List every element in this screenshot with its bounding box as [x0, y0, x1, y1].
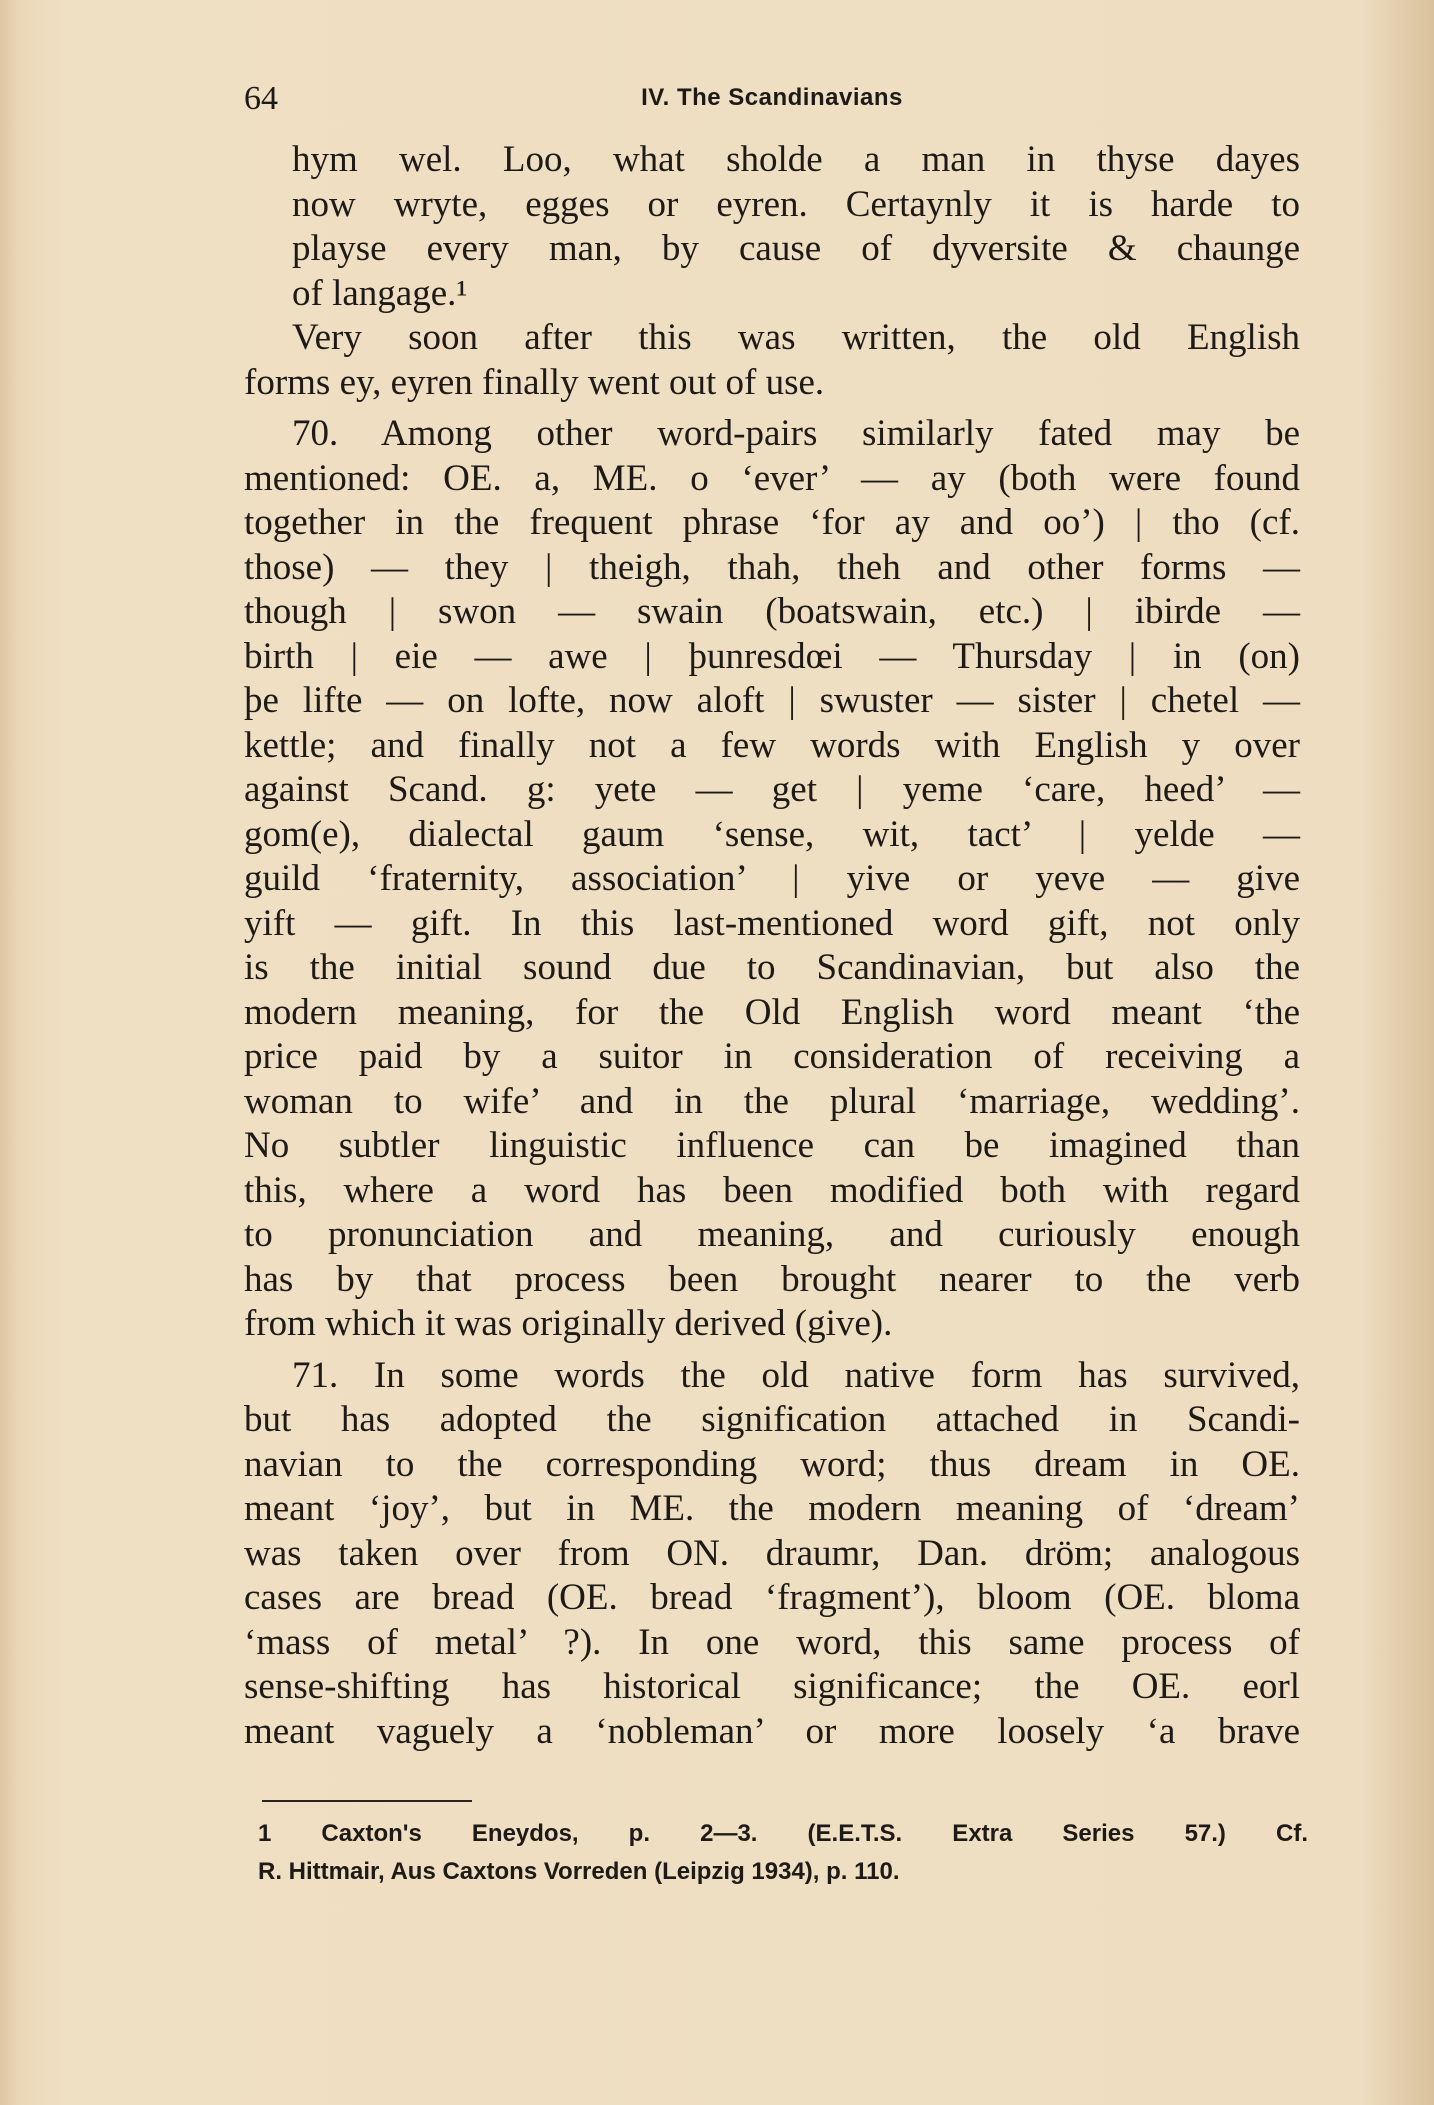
- text-line: gom(e), dialectal gaum ‘sense, wit, tact’ | yelde —: [244, 813, 1300, 855]
- running-title: IV. The Scandinavians: [641, 84, 903, 111]
- footnote-line: R. Hittmair, Aus Caxtons Vorreden (Leipzig 1934), p. 110.: [258, 1858, 900, 1885]
- text-line: but has adopted the signification attached in Scandi-: [244, 1399, 1300, 1440]
- text-line: together in the frequent phrase ‘for ay and oo’) | tho (cf.: [244, 502, 1300, 543]
- page-number: 64: [244, 80, 278, 117]
- paragraph-71-start: 71. In some words the old native form has survived,: [292, 1354, 1300, 1396]
- text-line: sense-shifting has historical significance; the OE. eorl: [244, 1666, 1300, 1707]
- footnote-line: 1 Caxton's Eneydos, p. 2—3. (E.E.T.S. Extra Series 57.) Cf.: [258, 1820, 1308, 1847]
- text-line: þe lifte — on lofte, now aloft | swuster — sister | chetel —: [244, 680, 1300, 721]
- text-line: was taken over from ON. draumr, Dan. dröm; analogous: [244, 1532, 1300, 1574]
- footnote: [258, 1815, 1308, 1891]
- text-line: No subtler linguistic influence can be imagined than: [244, 1125, 1300, 1166]
- footnote-rule: [262, 1800, 472, 1802]
- text-line: guild ‘fraternity, association’ | yive or yeve — give: [244, 858, 1300, 899]
- text-line: this, where a word has been modified both with regard: [244, 1169, 1300, 1211]
- text-line: meant vaguely a ‘nobleman’ or more loosely ‘a brave: [244, 1710, 1300, 1752]
- text-line: mentioned: OE. a, ME. o ‘ever’ — ay (both were found: [244, 457, 1300, 499]
- text-line: woman to wife’ and in the plural ‘marriage, wedding’.: [244, 1080, 1300, 1122]
- text-line: ‘mass of metal’ ?). In one word, this same process of: [244, 1621, 1300, 1663]
- text-line: hym wel. Loo, what sholde a man in thyse dayes: [292, 139, 1300, 180]
- text-line: to pronunciation and meaning, and curiously enough: [244, 1214, 1300, 1255]
- text-line: price paid by a suitor in consideration of receiving a: [244, 1036, 1300, 1077]
- text-line: forms ey, eyren finally went out of use.: [244, 361, 825, 403]
- text-line: Very soon after this was written, the old English: [292, 317, 1300, 358]
- text-line: of langage.¹: [292, 272, 468, 314]
- text-line: yift — gift. In this last-mentioned word gift, not only: [244, 902, 1300, 944]
- paragraph-70-start: 70. Among other word-pairs similarly fated may be: [292, 413, 1300, 454]
- text-line: kettle; and finally not a few words with English y over: [244, 724, 1300, 766]
- text-line: is the initial sound due to Scandinavian, but also the: [244, 947, 1300, 988]
- text-line: now wryte, egges or eyren. Certaynly it is harde to: [292, 183, 1300, 225]
- body-text: [244, 138, 1300, 1754]
- text-line: though | swon — swain (boatswain, etc.) | ibirde —: [244, 591, 1300, 632]
- text-line: has by that process been brought nearer to the verb: [244, 1258, 1300, 1300]
- text-line: modern meaning, for the Old English word meant ‘the: [244, 991, 1300, 1033]
- text-line: navian to the corresponding word; thus dream in OE.: [244, 1443, 1300, 1485]
- text-line: meant ‘joy’, but in ME. the modern meaning of ‘dream’: [244, 1488, 1300, 1529]
- text-line: from which it was originally derived (give).: [244, 1303, 893, 1344]
- text-line: those) — they | theigh, thah, theh and other forms —: [244, 546, 1300, 588]
- text-line: against Scand. g: yete — get | yeme ‘care, heed’ —: [244, 769, 1300, 810]
- text-line: birth | eie — awe | þunresdœi — Thursday | in (on): [244, 635, 1300, 677]
- text-line: playse every man, by cause of dyversite & chaunge: [292, 228, 1300, 269]
- text-line: cases are bread (OE. bread ‘fragment’), bloom (OE. bloma: [244, 1577, 1300, 1618]
- running-header: [244, 80, 1300, 120]
